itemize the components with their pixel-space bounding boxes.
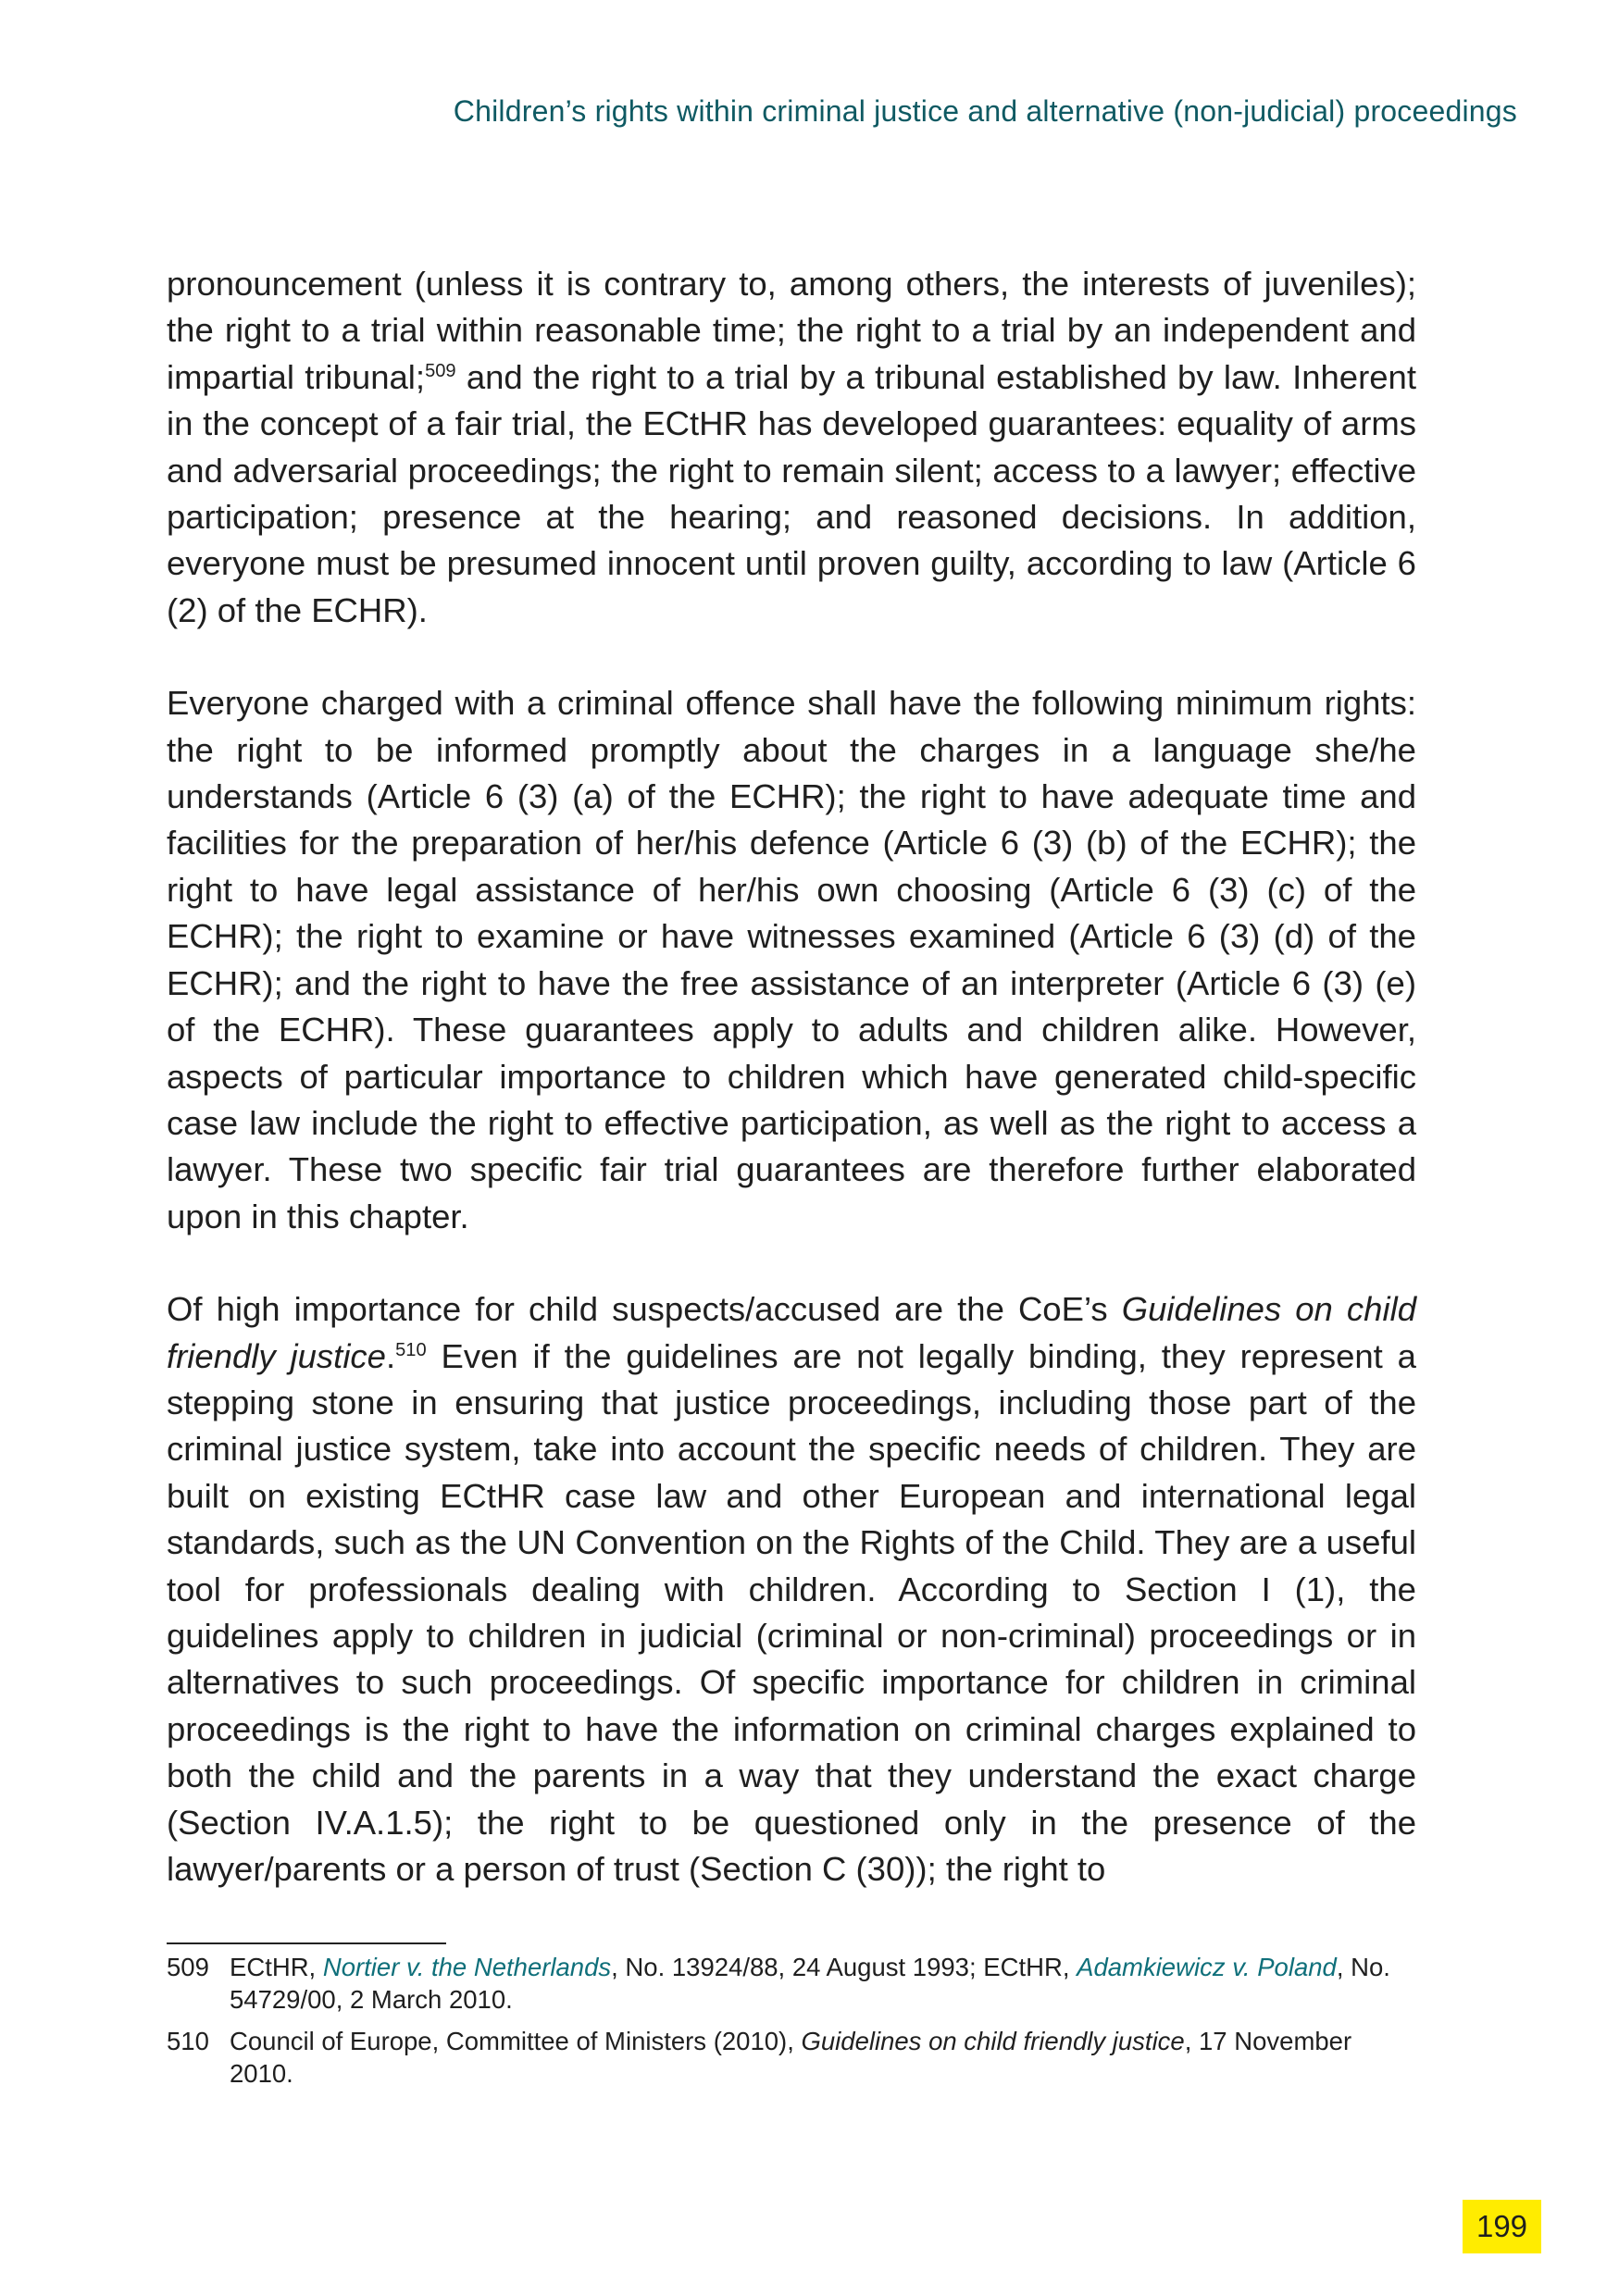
footnote-text-part: , 17 November 2010. — [230, 2027, 1352, 2088]
paragraph-text: pronouncement (unless it is contrary to, among others, the interests of juveniles); the right to a trial within reasonable time; the right to a trial by an independent and impartial tribunal; — [167, 265, 1416, 396]
footnote-text — [230, 1951, 1416, 2016]
footnote-510 — [167, 2025, 1416, 2090]
case-link-nortier[interactable]: Nortier v. the Netherlands — [322, 1953, 612, 1981]
footnote-ref-509[interactable]: 509 — [425, 360, 456, 381]
footnote-text-part: , No. 13924/88, 24 August 1993; ECtHR, — [611, 1953, 1077, 1981]
footnote-ref-510[interactable]: 510 — [395, 1339, 427, 1360]
case-link-adamkiewicz[interactable]: Adamkiewicz v. Poland — [1077, 1953, 1337, 1981]
paragraph-text: Even if the guidelines are not legally binding, they represent a stepping stone in ensuring that justice proceedings, including those part of the criminal justice system, take into account the specific needs of children. They are built on existing ECtHR case law and other European and international legal standards, such as the UN Convention on the Rights of the Child. They are a useful tool for professionals dealing with children. According to Section I (1), the guidelines apply to children in judicial (criminal or non-criminal) proceedings or in alternatives to such proceedings. Of specific importance for children in criminal proceedings is the right to have the information on criminal charges explained to both the child and the parents in a way that they understand the exact charge (Section IV.A.1.5); the right to be questioned only in the presence of the lawyer/parents or a person of trust (Section C (30)); the right to — [167, 1336, 1416, 1888]
footnote-text-part: ECtHR, — [230, 1953, 323, 1981]
footnotes — [167, 1951, 1416, 2099]
paragraph-text: Of high importance for child suspects/accused are the CoE’s — [167, 1290, 1122, 1329]
paragraph-guidelines — [167, 1286, 1416, 1893]
footnote-number: 510 — [167, 2027, 209, 2055]
paragraph-minimum-rights: Everyone charged with a criminal offence shall have the following minimum rights: the right to be informed promptly about the charges in a language she/he understands (Article 6 (3) (a) of the ECHR); the right to have adequate time and facilities for the preparation of her/his defence (Article 6 (3) (b) of the ECHR); the right to have legal assistance of her/his own choosing (Article 6 (3) (c) of the ECHR); the right to examine or have witnesses examined (Article 6 (3) (d) of the ECHR); and the right to have the free assistance of an interpreter (Article 6 (3) (e) of the ECHR). These guarantees apply to adults and children alike. However, aspects of particular importance to children which have generated child-specific case law include the right to effective participation, as well as the right to access a lawyer. These two specific fair trial guarantees are therefore further elaborated upon in this chapter. — [167, 684, 1416, 1235]
guidelines-title: Guidelines on child friendly justice — [167, 1290, 1416, 1375]
main-text — [167, 261, 1416, 1893]
paragraph-text: . — [385, 1336, 396, 1375]
footnote-separator — [167, 1942, 446, 1944]
footnote-text-part: Council of Europe, Committee of Ministers (2010), — [230, 2027, 802, 2055]
paragraph-text: and the right to a trial by a tribunal established by law. Inherent in the concept of a fair trial, the ECtHR has developed guarantees: equality of arms and adversarial proceedings; the right to remain silent; access to a lawyer; effective participation; presence at the hearing; and reasoned decisions. In addition, everyone must be presumed innocent until proven guilty, according to law (Article 6 (2) of the ECHR). — [167, 357, 1416, 629]
page-number: 199 — [1463, 2200, 1541, 2253]
footnote-number: 509 — [167, 1953, 209, 1981]
paragraph-fair-trial — [167, 261, 1416, 634]
running-header: Children’s rights within criminal justice and alternative (non-judicial) proceedings — [453, 94, 1517, 128]
footnote-text — [230, 2025, 1416, 2090]
footnote-509 — [167, 1951, 1416, 2016]
footnote-text-part: , No. 54729/00, 2 March 2010. — [230, 1953, 1390, 2014]
guidelines-title: Guidelines on child friendly justice — [801, 2027, 1185, 2055]
